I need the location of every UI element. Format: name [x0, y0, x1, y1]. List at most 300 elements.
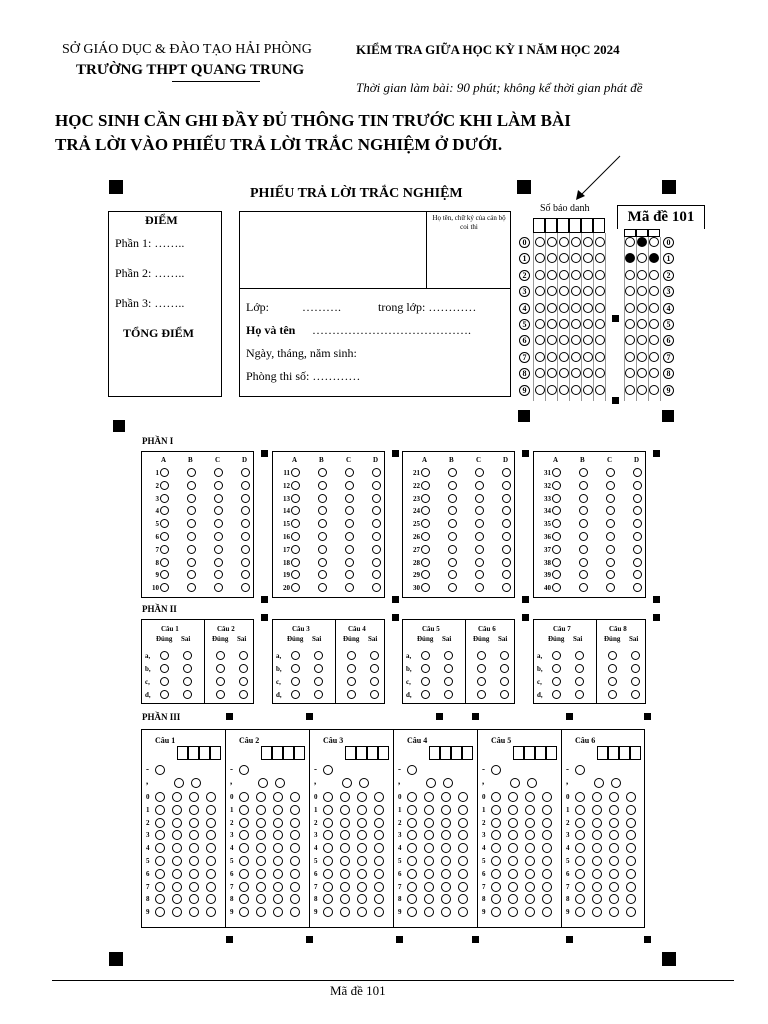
answer-bubble[interactable]: [372, 481, 381, 490]
digit-bubble[interactable]: [256, 805, 266, 815]
answer-bubble[interactable]: [372, 545, 381, 554]
ma-de-bubble[interactable]: [637, 270, 647, 280]
ma-de-bubble[interactable]: [649, 270, 659, 280]
false-bubble[interactable]: [370, 690, 379, 699]
digit-bubble[interactable]: [407, 818, 417, 828]
answer-bubble[interactable]: [214, 468, 223, 477]
comma-bubble[interactable]: [443, 778, 453, 788]
ma-de-bubble[interactable]: [649, 253, 659, 263]
answer-bubble[interactable]: [241, 468, 250, 477]
sbd-bubble[interactable]: [583, 237, 593, 247]
digit-bubble[interactable]: [542, 792, 552, 802]
sbd-bubble[interactable]: [571, 385, 581, 395]
answer-bubble[interactable]: [579, 468, 588, 477]
answer-bubble[interactable]: [160, 558, 169, 567]
ma-de-bubble[interactable]: [637, 368, 647, 378]
digit-bubble[interactable]: [575, 856, 585, 866]
digit-bubble[interactable]: [239, 856, 249, 866]
digit-bubble[interactable]: [525, 805, 535, 815]
digit-bubble[interactable]: [525, 869, 535, 879]
digit-bubble[interactable]: [491, 882, 501, 892]
false-bubble[interactable]: [500, 690, 509, 699]
true-bubble[interactable]: [608, 677, 617, 686]
false-bubble[interactable]: [370, 677, 379, 686]
answer-bubble[interactable]: [160, 545, 169, 554]
sbd-bubble[interactable]: [535, 352, 545, 362]
digit-bubble[interactable]: [374, 869, 384, 879]
ma-de-bubble[interactable]: [637, 286, 647, 296]
digit-bubble[interactable]: [155, 792, 165, 802]
answer-bubble[interactable]: [421, 468, 430, 477]
answer-bubble[interactable]: [475, 545, 484, 554]
sbd-bubble[interactable]: [535, 303, 545, 313]
sbd-bubble[interactable]: [583, 368, 593, 378]
digit-bubble[interactable]: [575, 792, 585, 802]
digit-bubble[interactable]: [189, 818, 199, 828]
digit-bubble[interactable]: [155, 805, 165, 815]
ma-de-bubble[interactable]: [637, 385, 647, 395]
false-bubble[interactable]: [575, 664, 584, 673]
false-bubble[interactable]: [444, 664, 453, 673]
digit-bubble[interactable]: [508, 869, 518, 879]
sbd-bubble[interactable]: [547, 237, 557, 247]
digit-bubble[interactable]: [273, 882, 283, 892]
false-bubble[interactable]: [575, 690, 584, 699]
answer-bubble[interactable]: [475, 468, 484, 477]
answer-bubble[interactable]: [214, 494, 223, 503]
false-bubble[interactable]: [631, 651, 640, 660]
digit-bubble[interactable]: [508, 818, 518, 828]
answer-bubble[interactable]: [475, 494, 484, 503]
answer-bubble[interactable]: [502, 468, 511, 477]
false-bubble[interactable]: [444, 677, 453, 686]
answer-bubble[interactable]: [345, 481, 354, 490]
answer-bubble[interactable]: [291, 545, 300, 554]
sbd-bubble[interactable]: [595, 253, 605, 263]
digit-bubble[interactable]: [189, 882, 199, 892]
true-bubble[interactable]: [216, 651, 225, 660]
ma-de-bubble[interactable]: [625, 270, 635, 280]
answer-bubble[interactable]: [421, 558, 430, 567]
digit-bubble[interactable]: [592, 856, 602, 866]
true-bubble[interactable]: [160, 651, 169, 660]
sbd-bubble[interactable]: [559, 253, 569, 263]
false-bubble[interactable]: [444, 690, 453, 699]
digit-bubble[interactable]: [424, 792, 434, 802]
digit-bubble[interactable]: [626, 869, 636, 879]
answer-bubble[interactable]: [552, 558, 561, 567]
digit-bubble[interactable]: [525, 792, 535, 802]
sbd-bubble[interactable]: [535, 253, 545, 263]
sbd-bubble[interactable]: [547, 303, 557, 313]
sbd-bubble[interactable]: [583, 253, 593, 263]
digit-bubble[interactable]: [525, 882, 535, 892]
ma-de-bubble[interactable]: [625, 286, 635, 296]
answer-bubble[interactable]: [633, 468, 642, 477]
ma-de-bubble[interactable]: [637, 303, 647, 313]
answer-bubble[interactable]: [345, 558, 354, 567]
answer-bubble[interactable]: [187, 545, 196, 554]
digit-bubble[interactable]: [357, 818, 367, 828]
answer-bubble[interactable]: [552, 494, 561, 503]
false-bubble[interactable]: [239, 690, 248, 699]
digit-bubble[interactable]: [323, 792, 333, 802]
true-bubble[interactable]: [216, 677, 225, 686]
digit-bubble[interactable]: [441, 805, 451, 815]
answer-bubble[interactable]: [214, 545, 223, 554]
true-bubble[interactable]: [347, 651, 356, 660]
answer-bubble[interactable]: [633, 545, 642, 554]
digit-bubble[interactable]: [458, 856, 468, 866]
digit-bubble[interactable]: [290, 882, 300, 892]
answer-bubble[interactable]: [241, 545, 250, 554]
sbd-bubble[interactable]: [547, 286, 557, 296]
answer-bubble[interactable]: [421, 494, 430, 503]
ma-de-bubble[interactable]: [649, 237, 659, 247]
answer-bubble[interactable]: [372, 532, 381, 541]
sbd-bubble[interactable]: [547, 335, 557, 345]
digit-bubble[interactable]: [340, 856, 350, 866]
sbd-bubble[interactable]: [559, 385, 569, 395]
digit-bubble[interactable]: [206, 882, 216, 892]
comma-bubble[interactable]: [191, 778, 201, 788]
digit-bubble[interactable]: [189, 792, 199, 802]
answer-bubble[interactable]: [318, 545, 327, 554]
digit-bubble[interactable]: [323, 818, 333, 828]
sbd-bubble[interactable]: [583, 335, 593, 345]
true-bubble[interactable]: [421, 677, 430, 686]
digit-bubble[interactable]: [256, 869, 266, 879]
answer-bubble[interactable]: [345, 494, 354, 503]
digit-bubble[interactable]: [256, 818, 266, 828]
answer-bubble[interactable]: [448, 468, 457, 477]
answer-bubble[interactable]: [214, 532, 223, 541]
ma-de-bubble[interactable]: [649, 385, 659, 395]
digit-bubble[interactable]: [491, 869, 501, 879]
digit-bubble[interactable]: [407, 856, 417, 866]
answer-bubble[interactable]: [633, 558, 642, 567]
digit-bubble[interactable]: [273, 869, 283, 879]
answer-bubble[interactable]: [579, 481, 588, 490]
true-bubble[interactable]: [347, 664, 356, 673]
digit-bubble[interactable]: [592, 869, 602, 879]
false-bubble[interactable]: [631, 690, 640, 699]
false-bubble[interactable]: [239, 651, 248, 660]
answer-bubble[interactable]: [345, 468, 354, 477]
true-bubble[interactable]: [291, 690, 300, 699]
digit-bubble[interactable]: [407, 882, 417, 892]
digit-bubble[interactable]: [508, 792, 518, 802]
digit-bubble[interactable]: [340, 792, 350, 802]
digit-bubble[interactable]: [424, 856, 434, 866]
digit-bubble[interactable]: [592, 818, 602, 828]
answer-bubble[interactable]: [421, 545, 430, 554]
digit-bubble[interactable]: [323, 856, 333, 866]
digit-bubble[interactable]: [491, 818, 501, 828]
digit-bubble[interactable]: [407, 805, 417, 815]
sbd-bubble[interactable]: [535, 319, 545, 329]
answer-bubble[interactable]: [502, 494, 511, 503]
ma-de-bubble[interactable]: [649, 286, 659, 296]
true-bubble[interactable]: [216, 664, 225, 673]
true-bubble[interactable]: [421, 651, 430, 660]
digit-bubble[interactable]: [290, 869, 300, 879]
digit-bubble[interactable]: [592, 805, 602, 815]
digit-bubble[interactable]: [458, 792, 468, 802]
true-bubble[interactable]: [421, 690, 430, 699]
true-bubble[interactable]: [160, 677, 169, 686]
ma-de-bubble[interactable]: [637, 319, 647, 329]
digit-bubble[interactable]: [323, 882, 333, 892]
false-bubble[interactable]: [500, 664, 509, 673]
ma-de-bubble[interactable]: [625, 319, 635, 329]
digit-bubble[interactable]: [323, 805, 333, 815]
digit-bubble[interactable]: [626, 856, 636, 866]
sbd-bubble[interactable]: [559, 286, 569, 296]
false-bubble[interactable]: [370, 651, 379, 660]
answer-bubble[interactable]: [502, 545, 511, 554]
digit-bubble[interactable]: [239, 818, 249, 828]
digit-bubble[interactable]: [508, 805, 518, 815]
false-bubble[interactable]: [239, 664, 248, 673]
digit-bubble[interactable]: [155, 818, 165, 828]
false-bubble[interactable]: [575, 677, 584, 686]
sbd-bubble[interactable]: [571, 319, 581, 329]
true-bubble[interactable]: [160, 690, 169, 699]
digit-bubble[interactable]: [155, 856, 165, 866]
digit-bubble[interactable]: [340, 869, 350, 879]
true-bubble[interactable]: [421, 664, 430, 673]
digit-bubble[interactable]: [542, 882, 552, 892]
answer-bubble[interactable]: [606, 558, 615, 567]
answer-bubble[interactable]: [372, 494, 381, 503]
answer-bubble[interactable]: [448, 532, 457, 541]
false-bubble[interactable]: [575, 651, 584, 660]
answer-bubble[interactable]: [291, 481, 300, 490]
answer-bubble[interactable]: [291, 558, 300, 567]
false-bubble[interactable]: [239, 677, 248, 686]
digit-bubble[interactable]: [357, 805, 367, 815]
digit-bubble[interactable]: [407, 792, 417, 802]
answer-bubble[interactable]: [552, 468, 561, 477]
sbd-bubble[interactable]: [595, 270, 605, 280]
sbd-bubble[interactable]: [559, 319, 569, 329]
answer-bubble[interactable]: [241, 494, 250, 503]
answer-bubble[interactable]: [448, 494, 457, 503]
digit-bubble[interactable]: [357, 882, 367, 892]
answer-bubble[interactable]: [345, 532, 354, 541]
answer-bubble[interactable]: [318, 558, 327, 567]
false-bubble[interactable]: [183, 664, 192, 673]
digit-bubble[interactable]: [508, 856, 518, 866]
answer-bubble[interactable]: [606, 481, 615, 490]
ma-de-bubble[interactable]: [637, 237, 647, 247]
sbd-bubble[interactable]: [571, 303, 581, 313]
false-bubble[interactable]: [631, 677, 640, 686]
false-bubble[interactable]: [500, 677, 509, 686]
digit-bubble[interactable]: [424, 818, 434, 828]
answer-bubble[interactable]: [187, 494, 196, 503]
answer-bubble[interactable]: [160, 481, 169, 490]
ma-de-bubble[interactable]: [625, 368, 635, 378]
digit-bubble[interactable]: [609, 792, 619, 802]
sbd-bubble[interactable]: [535, 270, 545, 280]
digit-bubble[interactable]: [206, 869, 216, 879]
answer-bubble[interactable]: [345, 545, 354, 554]
answer-bubble[interactable]: [291, 532, 300, 541]
digit-bubble[interactable]: [374, 805, 384, 815]
ma-de-bubble[interactable]: [625, 237, 635, 247]
sbd-bubble[interactable]: [595, 335, 605, 345]
digit-bubble[interactable]: [323, 869, 333, 879]
sbd-bubble[interactable]: [535, 368, 545, 378]
digit-bubble[interactable]: [155, 882, 165, 892]
digit-bubble[interactable]: [340, 818, 350, 828]
digit-bubble[interactable]: [290, 856, 300, 866]
sbd-bubble[interactable]: [595, 352, 605, 362]
digit-bubble[interactable]: [458, 805, 468, 815]
comma-bubble[interactable]: [611, 778, 621, 788]
answer-bubble[interactable]: [187, 468, 196, 477]
sbd-bubble[interactable]: [559, 368, 569, 378]
minus-bubble[interactable]: [323, 765, 333, 775]
answer-bubble[interactable]: [214, 558, 223, 567]
answer-bubble[interactable]: [241, 481, 250, 490]
digit-bubble[interactable]: [239, 805, 249, 815]
digit-bubble[interactable]: [458, 869, 468, 879]
comma-bubble[interactable]: [527, 778, 537, 788]
ma-de-bubble[interactable]: [637, 352, 647, 362]
digit-bubble[interactable]: [290, 805, 300, 815]
digit-bubble[interactable]: [340, 805, 350, 815]
answer-bubble[interactable]: [448, 481, 457, 490]
digit-bubble[interactable]: [609, 869, 619, 879]
digit-bubble[interactable]: [441, 792, 451, 802]
ma-de-bubble[interactable]: [625, 253, 635, 263]
comma-bubble[interactable]: [258, 778, 268, 788]
sbd-bubble[interactable]: [595, 237, 605, 247]
answer-bubble[interactable]: [579, 532, 588, 541]
false-bubble[interactable]: [183, 677, 192, 686]
digit-bubble[interactable]: [206, 818, 216, 828]
digit-bubble[interactable]: [256, 856, 266, 866]
sbd-bubble[interactable]: [559, 270, 569, 280]
sbd-bubble[interactable]: [547, 368, 557, 378]
digit-bubble[interactable]: [575, 869, 585, 879]
digit-bubble[interactable]: [189, 805, 199, 815]
sbd-bubble[interactable]: [595, 303, 605, 313]
sbd-bubble[interactable]: [535, 385, 545, 395]
sbd-bubble[interactable]: [583, 385, 593, 395]
ma-de-bubble[interactable]: [649, 368, 659, 378]
answer-bubble[interactable]: [552, 545, 561, 554]
sbd-bubble[interactable]: [559, 352, 569, 362]
sbd-bubble[interactable]: [595, 368, 605, 378]
digit-bubble[interactable]: [374, 856, 384, 866]
answer-bubble[interactable]: [448, 558, 457, 567]
digit-bubble[interactable]: [189, 869, 199, 879]
answer-bubble[interactable]: [160, 532, 169, 541]
ma-de-bubble[interactable]: [649, 335, 659, 345]
ma-de-bubble[interactable]: [625, 385, 635, 395]
digit-bubble[interactable]: [458, 818, 468, 828]
digit-bubble[interactable]: [357, 856, 367, 866]
sbd-bubble[interactable]: [547, 385, 557, 395]
answer-bubble[interactable]: [241, 558, 250, 567]
true-bubble[interactable]: [608, 651, 617, 660]
minus-bubble[interactable]: [407, 765, 417, 775]
answer-bubble[interactable]: [606, 532, 615, 541]
sbd-bubble[interactable]: [571, 335, 581, 345]
digit-bubble[interactable]: [491, 792, 501, 802]
sbd-bubble[interactable]: [547, 319, 557, 329]
comma-bubble[interactable]: [342, 778, 352, 788]
true-bubble[interactable]: [608, 690, 617, 699]
digit-bubble[interactable]: [273, 792, 283, 802]
answer-bubble[interactable]: [291, 494, 300, 503]
true-bubble[interactable]: [552, 690, 561, 699]
comma-bubble[interactable]: [174, 778, 184, 788]
answer-bubble[interactable]: [160, 494, 169, 503]
sbd-bubble[interactable]: [583, 352, 593, 362]
true-bubble[interactable]: [608, 664, 617, 673]
sbd-bubble[interactable]: [583, 303, 593, 313]
answer-bubble[interactable]: [606, 468, 615, 477]
digit-bubble[interactable]: [206, 856, 216, 866]
digit-bubble[interactable]: [458, 882, 468, 892]
true-bubble[interactable]: [291, 677, 300, 686]
digit-bubble[interactable]: [592, 882, 602, 892]
sbd-bubble[interactable]: [571, 237, 581, 247]
answer-bubble[interactable]: [318, 481, 327, 490]
answer-bubble[interactable]: [502, 481, 511, 490]
answer-bubble[interactable]: [372, 468, 381, 477]
sbd-bubble[interactable]: [571, 253, 581, 263]
false-bubble[interactable]: [314, 664, 323, 673]
digit-bubble[interactable]: [172, 856, 182, 866]
ma-de-bubble[interactable]: [637, 253, 647, 263]
sbd-bubble[interactable]: [571, 352, 581, 362]
sbd-bubble[interactable]: [583, 319, 593, 329]
false-bubble[interactable]: [314, 677, 323, 686]
answer-bubble[interactable]: [291, 468, 300, 477]
sbd-bubble[interactable]: [535, 335, 545, 345]
answer-bubble[interactable]: [372, 558, 381, 567]
sbd-bubble[interactable]: [559, 303, 569, 313]
digit-bubble[interactable]: [424, 805, 434, 815]
digit-bubble[interactable]: [575, 818, 585, 828]
sbd-bubble[interactable]: [583, 286, 593, 296]
digit-bubble[interactable]: [542, 856, 552, 866]
digit-bubble[interactable]: [239, 882, 249, 892]
digit-bubble[interactable]: [256, 792, 266, 802]
digit-bubble[interactable]: [441, 869, 451, 879]
digit-bubble[interactable]: [525, 818, 535, 828]
false-bubble[interactable]: [444, 651, 453, 660]
true-bubble[interactable]: [552, 651, 561, 660]
comma-bubble[interactable]: [510, 778, 520, 788]
digit-bubble[interactable]: [290, 818, 300, 828]
sbd-bubble[interactable]: [535, 237, 545, 247]
digit-bubble[interactable]: [491, 856, 501, 866]
answer-bubble[interactable]: [552, 481, 561, 490]
digit-bubble[interactable]: [172, 869, 182, 879]
answer-bubble[interactable]: [579, 545, 588, 554]
digit-bubble[interactable]: [256, 882, 266, 892]
true-bubble[interactable]: [216, 690, 225, 699]
answer-bubble[interactable]: [448, 545, 457, 554]
true-bubble[interactable]: [347, 690, 356, 699]
